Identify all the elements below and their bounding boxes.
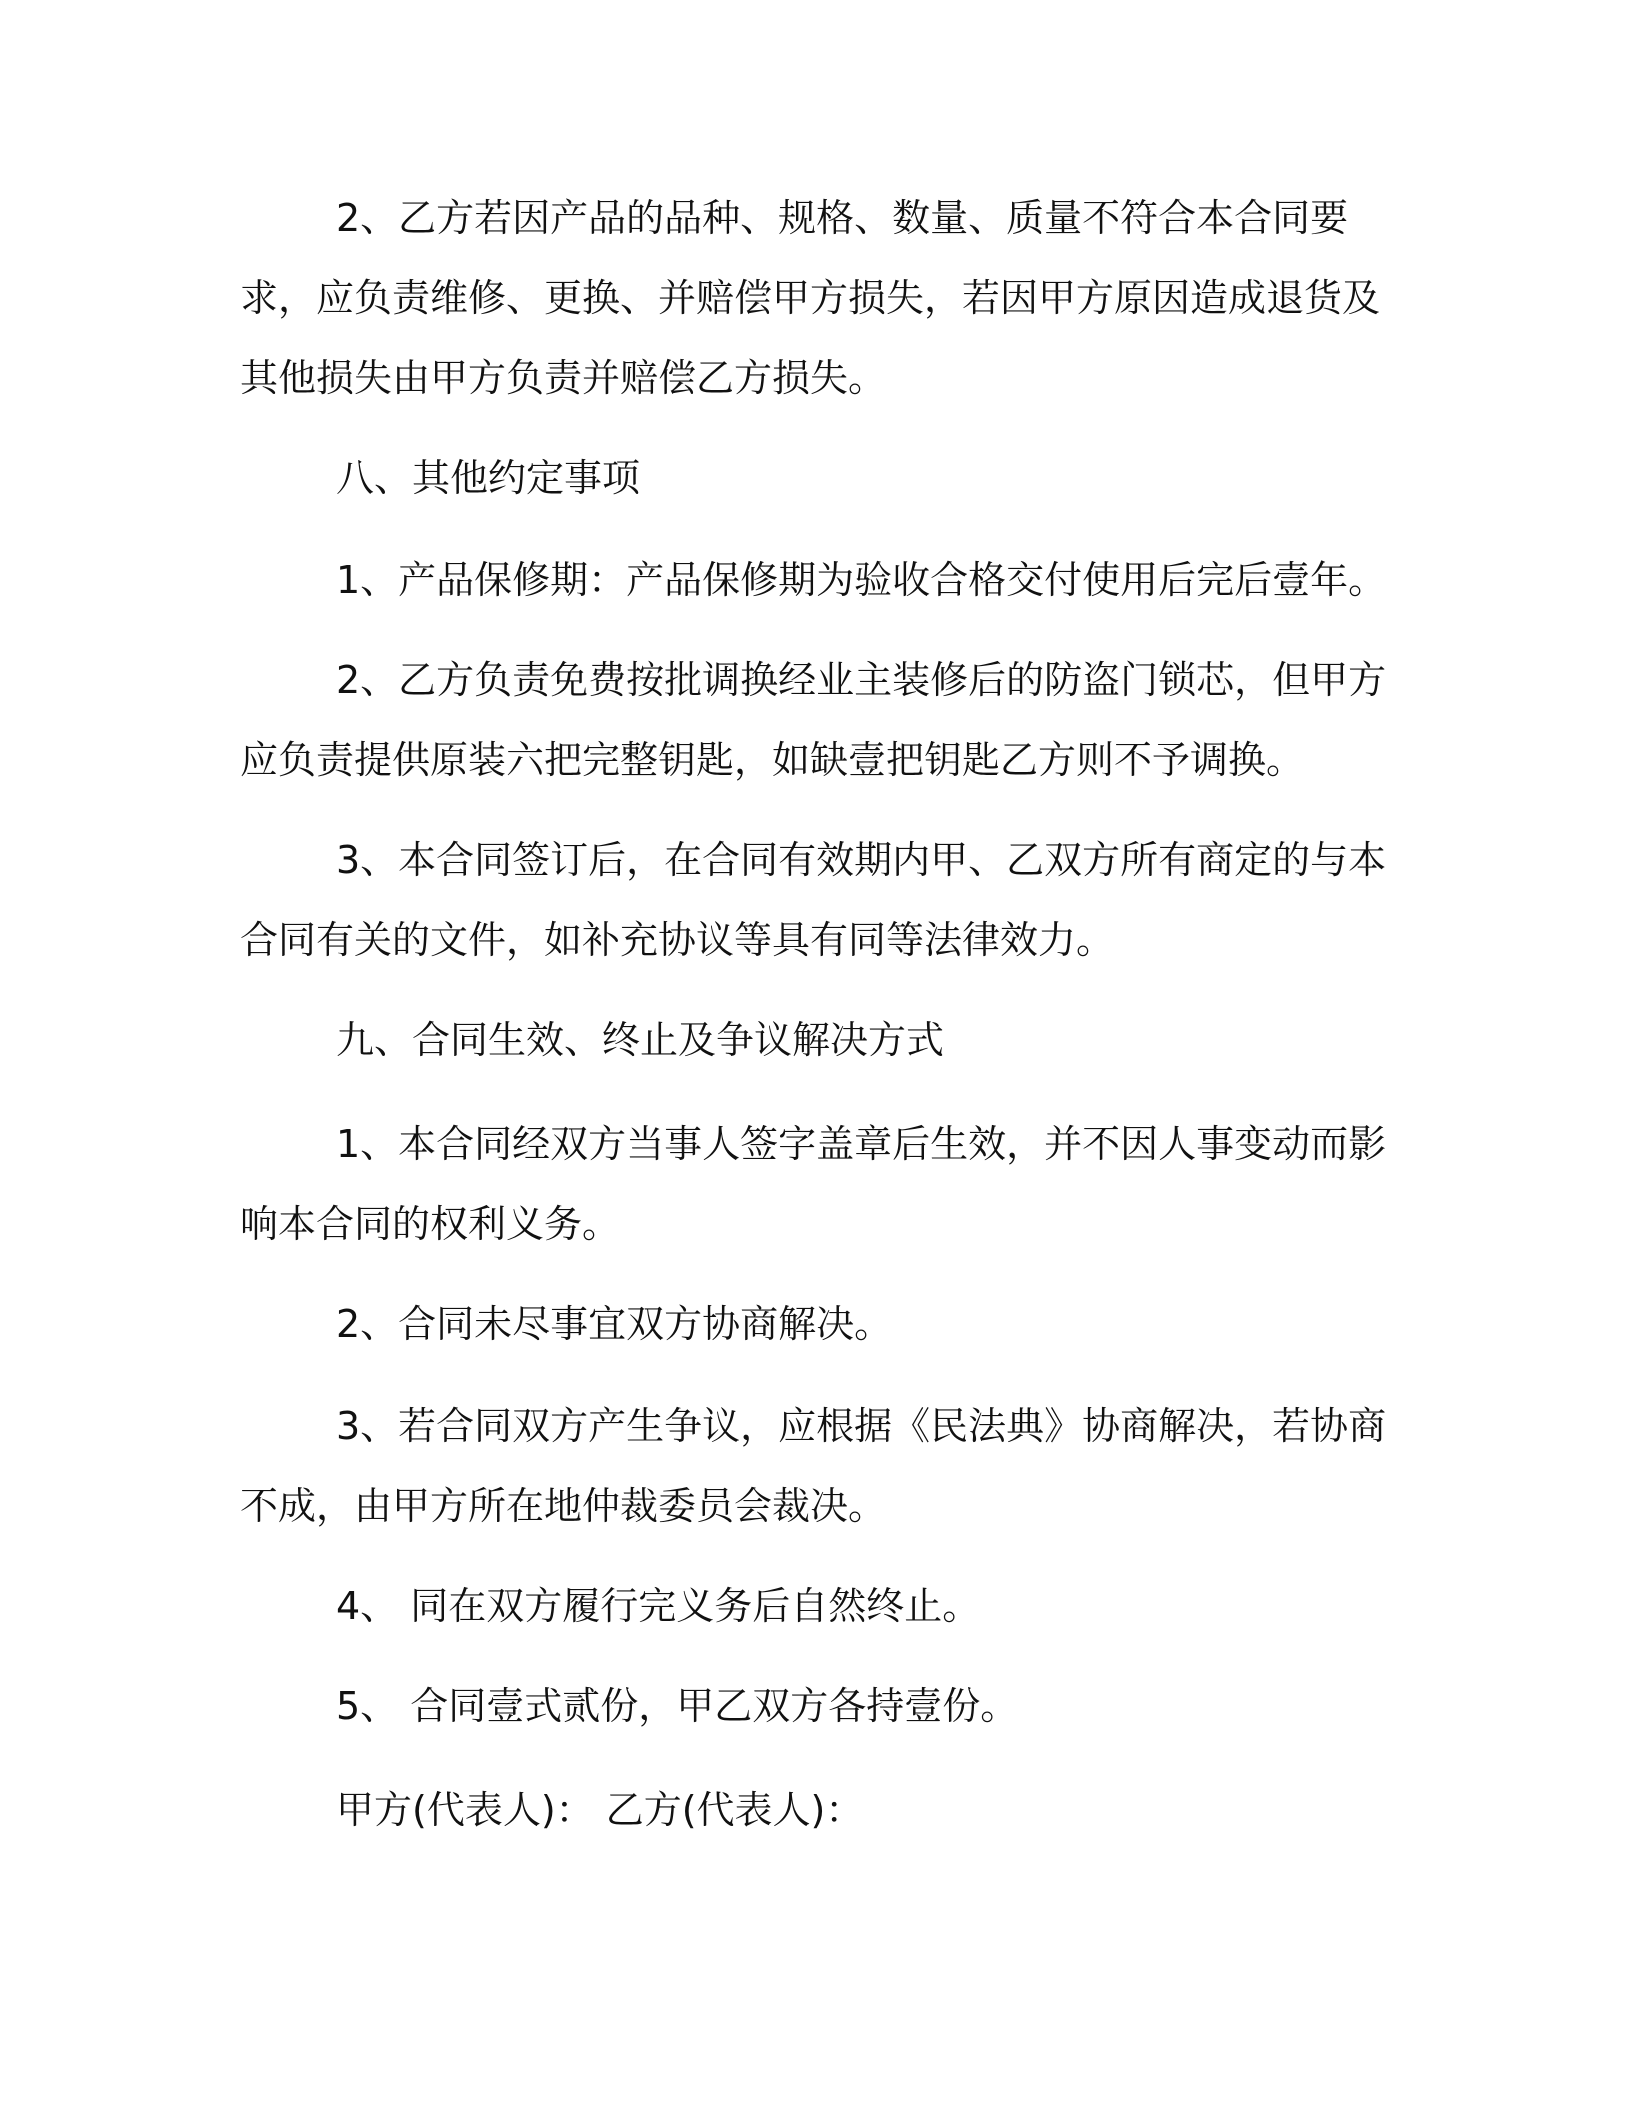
section-heading: 八、其他约定事项 [336,456,641,500]
clause-paragraph: 2、合同未尽事宜双方协商解决。 [336,1302,893,1346]
clause-paragraph: 2、乙方若因产品的品种、规格、数量、质量不符合本合同要求，应负责维修、更换、并赔偿甲方损失，若因甲方原因造成退货及其他损失由甲方负责并赔偿乙方损失。 [240,196,1381,400]
clause-paragraph: 1、本合同经双方当事人签字盖章后生效，并不因人事变动而影响本合同的权利义务。 [240,1122,1387,1246]
clause-paragraph: 1、产品保修期：产品保修期为验收合格交付使用后完后壹年。 [336,558,1387,602]
clause-paragraph: 5、 合同壹式贰份，甲乙双方各持壹份。 [336,1684,1019,1728]
clause-paragraph: 3、若合同双方产生争议，应根据《民法典》协商解决，若协商不成，由甲方所在地仲裁委员会裁决。 [240,1404,1387,1528]
clause-paragraph: 3、本合同签订后，在合同有效期内甲、乙双方所有商定的与本合同有关的文件，如补充协议等具有同等法律效力。 [240,838,1387,962]
clause-paragraph: 4、 同在双方履行完义务后自然终止。 [336,1584,981,1628]
clause-paragraph: 2、乙方负责免费按批调换经业主装修后的防盗门锁芯，但甲方应负责提供原装六把完整钥匙，如缺壹把钥匙乙方则不予调换。 [240,658,1387,782]
signature-line: 甲方(代表人)： 乙方(代表人)： [336,1788,864,1832]
section-heading: 九、合同生效、终止及争议解决方式 [336,1018,945,1062]
